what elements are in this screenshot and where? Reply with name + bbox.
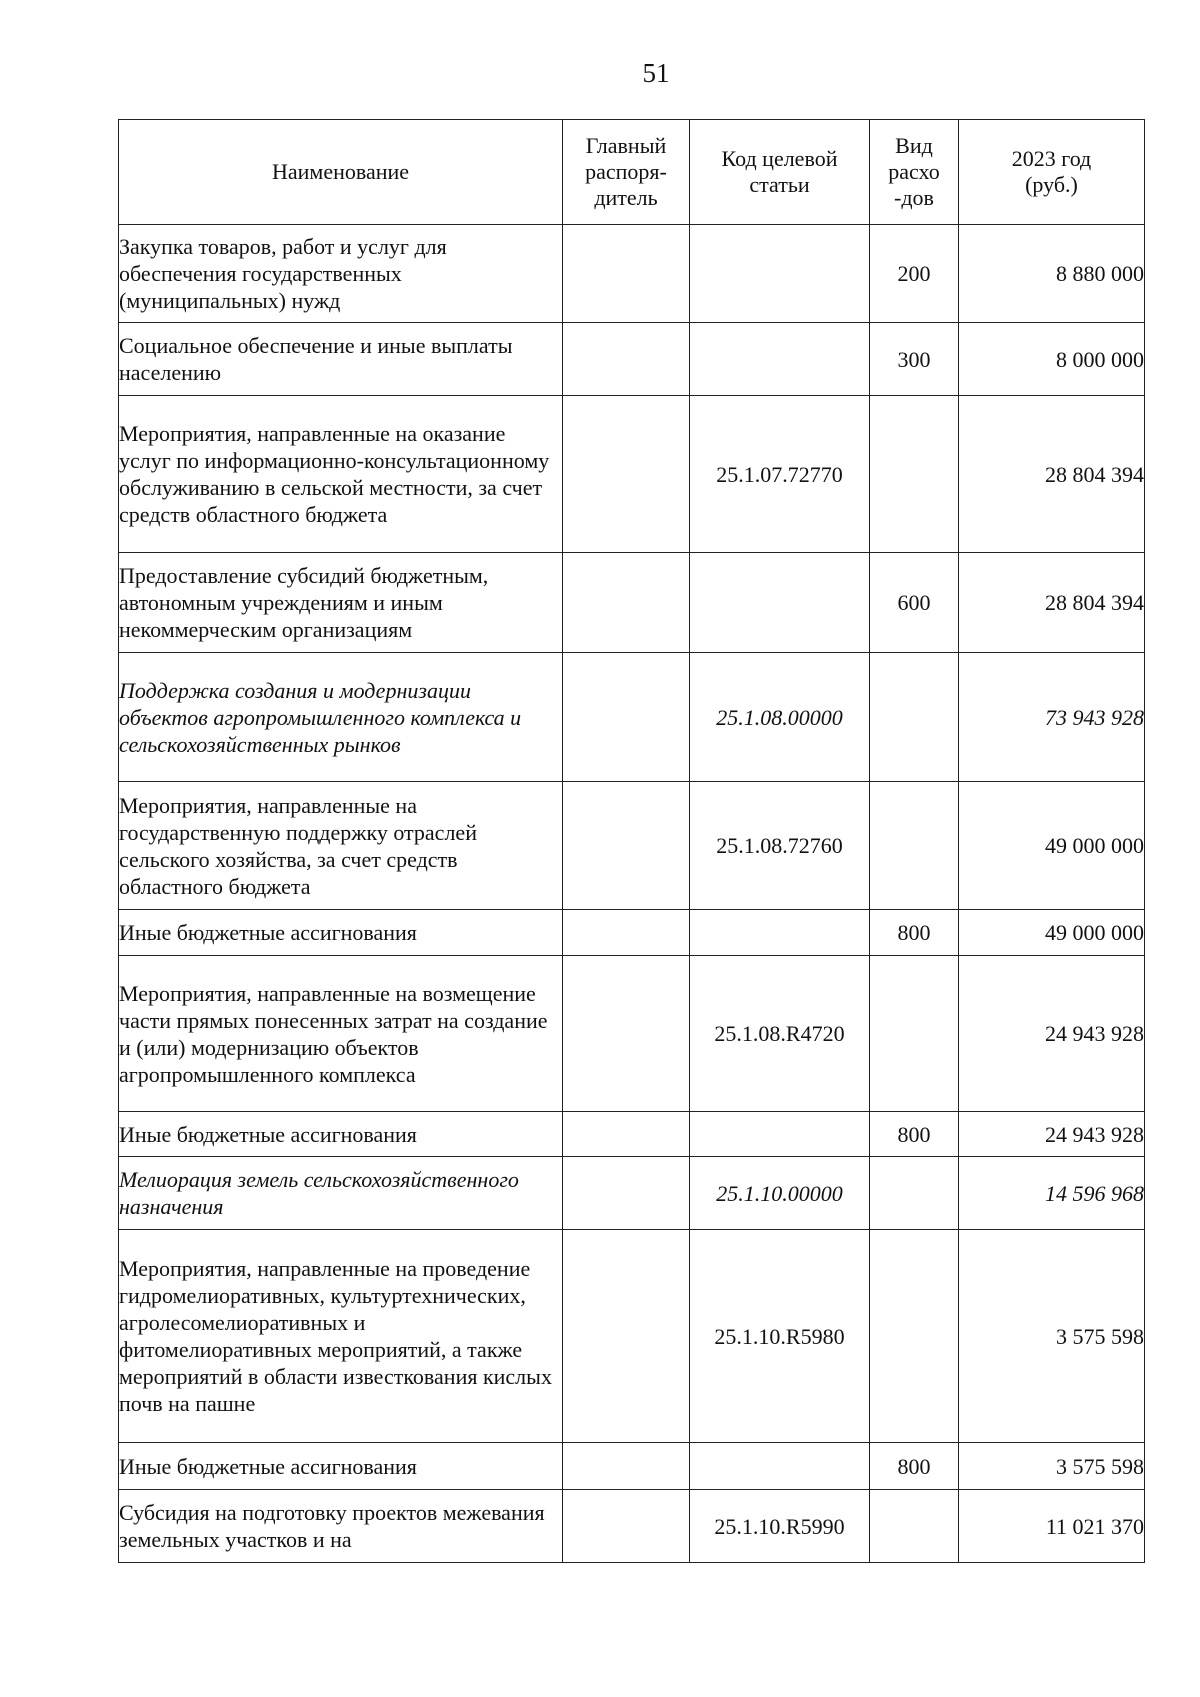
row-sum: 8 880 000: [959, 225, 1145, 323]
header-kind: [870, 120, 959, 225]
header-manager-text: Главный распоря-дитель: [585, 133, 667, 210]
row-code: [690, 910, 870, 956]
header-name: Наименование: [119, 120, 563, 225]
row-code: 25.1.08.R4720: [690, 956, 870, 1112]
table-row: [119, 1112, 1145, 1157]
row-name: Поддержка создания и модернизации объектов агропромышленного комплекса и сельскохозяйственных рынков: [119, 653, 563, 782]
header-manager: [563, 120, 690, 225]
row-kind: [870, 1490, 959, 1563]
page-number: 51: [642, 58, 670, 88]
table-row: [119, 956, 1145, 1112]
row-code: 25.1.08.72760: [690, 782, 870, 910]
row-manager: [563, 1157, 690, 1230]
row-code: [690, 323, 870, 396]
table-row: [119, 553, 1145, 653]
row-kind: [870, 956, 959, 1112]
row-kind: [870, 396, 959, 553]
table-row: [119, 1157, 1145, 1230]
row-code: 25.1.07.72770: [690, 396, 870, 553]
row-kind: [870, 653, 959, 782]
row-manager: [563, 553, 690, 653]
row-kind: 600: [870, 553, 959, 653]
table-header-row: [119, 120, 1145, 225]
row-kind: [870, 782, 959, 910]
row-sum: 11 021 370: [959, 1490, 1145, 1563]
row-name: Социальное обеспечение и иные выплаты населению: [119, 323, 563, 396]
table-row: [119, 225, 1145, 323]
header-sum-text: 2023 год (руб.): [1011, 146, 1092, 197]
row-sum: 3 575 598: [959, 1230, 1145, 1443]
row-manager: [563, 396, 690, 553]
row-code: 25.1.08.00000: [690, 653, 870, 782]
row-name: Иные бюджетные ассигнования: [119, 1112, 563, 1157]
row-sum: 73 943 928: [959, 653, 1145, 782]
table-row: [119, 323, 1145, 396]
header-sum: [959, 120, 1145, 225]
table-row: [119, 653, 1145, 782]
row-name: Субсидия на подготовку проектов межевания земельных участков и на: [119, 1490, 563, 1563]
table-row: [119, 1230, 1145, 1443]
row-name: Мероприятия, направленные на проведение гидромелиоративных, культуртехнических, агролесомелиоративных и фитомелиоративных мероприятий, а также мероприятий в области известкования кислых почв на пашне: [119, 1230, 563, 1443]
header-code-text: Код целевой статьи: [721, 146, 838, 197]
row-kind: 800: [870, 910, 959, 956]
row-manager: [563, 956, 690, 1112]
row-name: Иные бюджетные ассигнования: [119, 1443, 563, 1490]
row-sum: 24 943 928: [959, 956, 1145, 1112]
row-sum: 28 804 394: [959, 396, 1145, 553]
row-manager: [563, 1443, 690, 1490]
row-manager: [563, 1112, 690, 1157]
row-code: 25.1.10.R5990: [690, 1490, 870, 1563]
row-manager: [563, 910, 690, 956]
row-sum: 14 596 968: [959, 1157, 1145, 1230]
row-code: [690, 1112, 870, 1157]
row-kind: 200: [870, 225, 959, 323]
row-sum: 28 804 394: [959, 553, 1145, 653]
row-manager: [563, 323, 690, 396]
row-name: Мелиорация земель сельскохозяйственного назначения: [119, 1157, 563, 1230]
table-row: [119, 1443, 1145, 1490]
row-manager: [563, 225, 690, 323]
row-kind: [870, 1230, 959, 1443]
table-row: [119, 782, 1145, 910]
table-row: [119, 910, 1145, 956]
row-sum: 8 000 000: [959, 323, 1145, 396]
row-name: Иные бюджетные ассигнования: [119, 910, 563, 956]
row-kind: 800: [870, 1443, 959, 1490]
row-sum: 49 000 000: [959, 910, 1145, 956]
budget-table: [118, 119, 1145, 1563]
row-name: Мероприятия, направленные на возмещение части прямых понесенных затрат на создание и (или) модернизацию объектов агропромышленного комплекса: [119, 956, 563, 1112]
row-kind: 800: [870, 1112, 959, 1157]
row-code: [690, 225, 870, 323]
row-manager: [563, 653, 690, 782]
row-sum: 49 000 000: [959, 782, 1145, 910]
row-manager: [563, 1490, 690, 1563]
row-name: Закупка товаров, работ и услуг для обеспечения государственных (муниципальных) нужд: [119, 225, 563, 323]
row-name: Мероприятия, направленные на оказание услуг по информационно-консультационному обслуживанию в сельской местности, за счет средств областного бюджета: [119, 396, 563, 553]
row-code: [690, 1443, 870, 1490]
row-code: 25.1.10.R5980: [690, 1230, 870, 1443]
row-code: 25.1.10.00000: [690, 1157, 870, 1230]
row-sum: 24 943 928: [959, 1112, 1145, 1157]
row-name: Мероприятия, направленные на государственную поддержку отраслей сельского хозяйства, за счет средств областного бюджета: [119, 782, 563, 910]
header-code: [690, 120, 870, 225]
row-manager: [563, 782, 690, 910]
table-row: [119, 1490, 1145, 1563]
row-name: Предоставление субсидий бюджетным, автономным учреждениям и иным некоммерческим организациям: [119, 553, 563, 653]
row-kind: 300: [870, 323, 959, 396]
table-row: [119, 396, 1145, 553]
row-manager: [563, 1230, 690, 1443]
row-sum: 3 575 598: [959, 1443, 1145, 1490]
row-code: [690, 553, 870, 653]
header-kind-text: Вид расхо-дов: [888, 133, 940, 210]
row-kind: [870, 1157, 959, 1230]
